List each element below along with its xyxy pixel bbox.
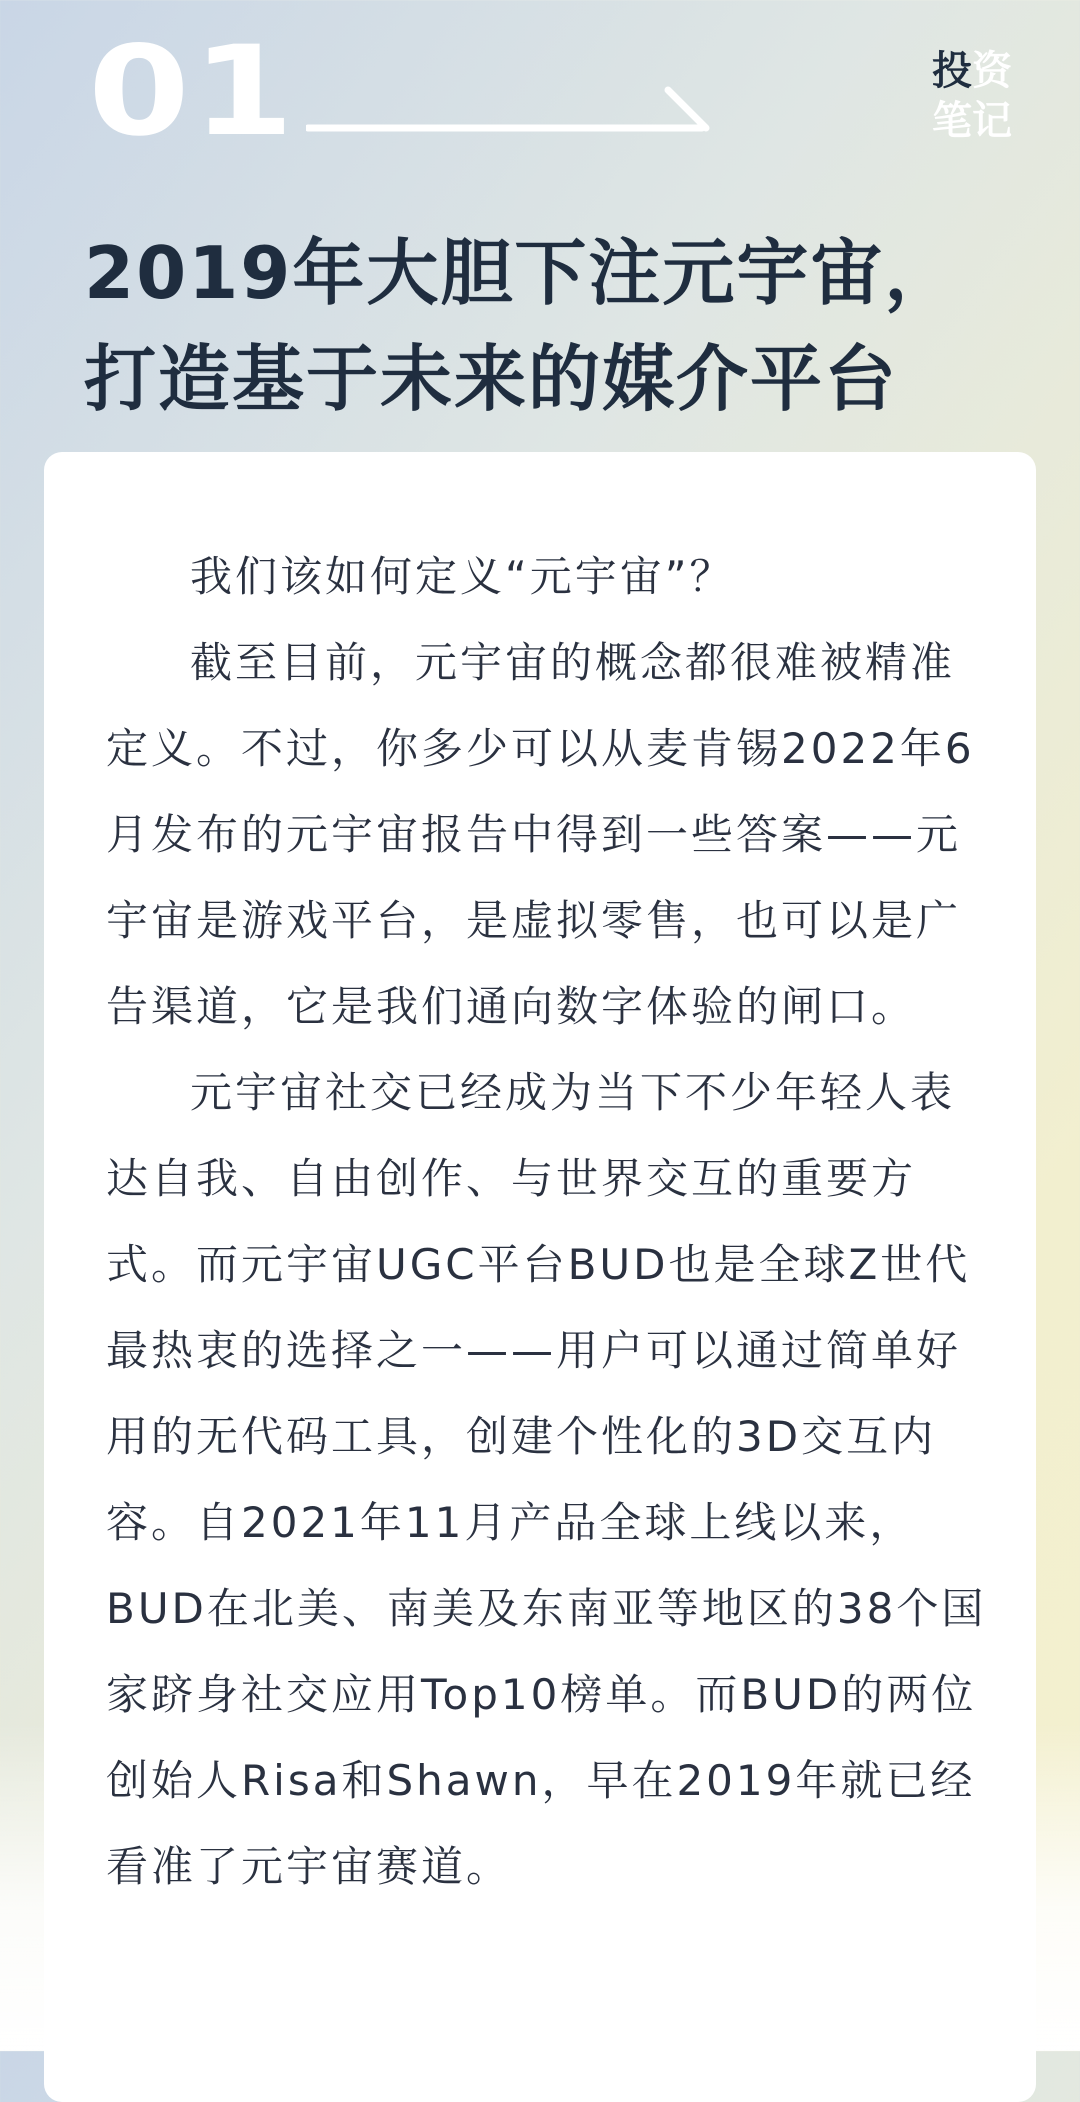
title-line-1: 2019年大胆下注元宇宙， <box>84 231 959 315</box>
article-line: 最热衷的选择之一——用户可以通过简单好 <box>106 1326 962 1375</box>
brand-char-dark: 投 <box>932 48 972 94</box>
article-line: 我们该如何定义“元宇宙”？ <box>190 552 735 601</box>
article-line: BUD在北美、南美及东南亚等地区的38个国 <box>106 1584 987 1633</box>
article-line: 容。自2021年11月产品全球上线以来， <box>106 1498 915 1547</box>
brand-logo <box>932 46 1024 146</box>
article-line: 用的无代码工具，创建个性化的3D交互内 <box>106 1412 937 1461</box>
article-line: 宇宙是游戏平台，是虚拟零售，也可以是广 <box>106 896 962 945</box>
title-line-2: 打造基于未来的媒介平台 <box>84 337 899 421</box>
article-line: 式。而元宇宙UGC平台BUD也是全球Z世代 <box>106 1240 971 1289</box>
section-number: 01 <box>88 20 297 164</box>
article-line: 看准了元宇宙赛道。 <box>106 1842 512 1891</box>
brand-char-light: 资 <box>972 48 1012 94</box>
brand-line2: 笔记 <box>932 98 1012 144</box>
article-line: 月发布的元宇宙报告中得到一些答案——元 <box>106 810 962 859</box>
article-line: 告渠道，它是我们通向数字体验的闸口。 <box>106 982 917 1031</box>
article-line: 元宇宙社交已经成为当下不少年轻人表 <box>190 1068 956 1117</box>
article-line: 定义。不过，你多少可以从麦肯锡2022年6 <box>106 724 975 773</box>
article-line: 达自我、自由创作、与世界交互的重要方 <box>106 1154 917 1203</box>
page-title <box>84 220 1024 432</box>
article-body <box>106 534 986 1910</box>
article-line: 截至目前，元宇宙的概念都很难被精准 <box>190 638 956 687</box>
article-card <box>44 452 1036 2102</box>
article-line: 创始人Risa和Shawn，早在2019年就已经 <box>106 1756 976 1805</box>
arrow-right-icon <box>306 82 718 136</box>
article-line: 家跻身社交应用Top10榜单。而BUD的两位 <box>106 1670 977 1719</box>
